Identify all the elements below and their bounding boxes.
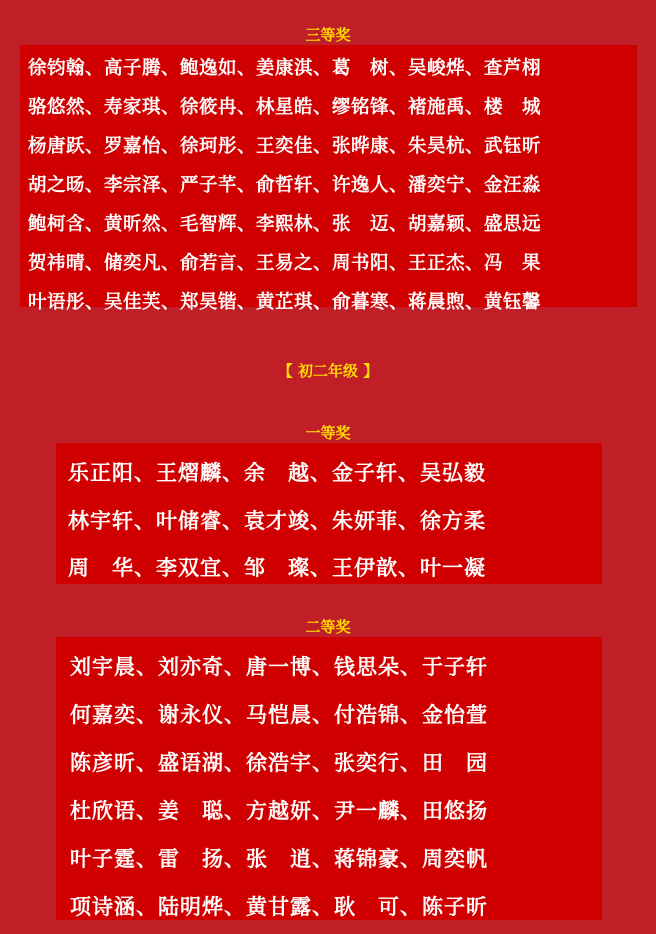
name-row: 陈彦昕、盛语湖、徐浩宇、张奕行、田 园	[70, 750, 488, 775]
name-row: 骆悠然、寿家琪、徐筱冉、林星皓、缪铭锋、褚施禹、楼 城	[28, 97, 542, 118]
second-prize-list	[56, 637, 602, 920]
name-row: 乐正阳、王熠麟、余 越、金子轩、吴弘毅	[68, 460, 486, 485]
name-row: 叶子霆、雷 扬、张 逍、蒋锦豪、周奕帆	[70, 846, 488, 871]
name-row: 刘宇晨、刘亦奇、唐一博、钱思朵、于子轩	[70, 654, 488, 679]
name-row: 鲍柯含、黄昕然、毛智辉、李熙林、张 迈、胡嘉颖、盛思远	[28, 214, 542, 235]
name-row: 杜欣语、姜 聪、方越妍、尹一麟、田悠扬	[70, 798, 488, 823]
grade-heading: 【 初二年级 】	[277, 362, 379, 380]
first-prize-heading: 一等奖	[305, 424, 351, 442]
name-row: 贺祎晴、储奕凡、俞若言、王易之、周书阳、王正杰、冯 果	[28, 253, 542, 274]
second-prize-heading: 二等奖	[305, 618, 351, 636]
name-row: 徐钧翰、高子腾、鲍逸如、姜康淇、葛 树、吴峻烨、查芦栩	[28, 58, 542, 79]
name-row: 林宇轩、叶储睿、袁才竣、朱妍菲、徐方柔	[68, 507, 486, 533]
name-row: 项诗涵、陆明烨、黄甘露、耿 可、陈子昕	[70, 894, 488, 919]
first-prize-list	[56, 443, 602, 584]
name-row: 周 华、李双宜、邹 璨、王伊歆、叶一凝	[68, 555, 486, 580]
third-prize-heading: 三等奖	[305, 26, 351, 44]
name-row: 何嘉奕、谢永仪、马恺晨、付浩锦、金怡萱	[70, 702, 488, 727]
name-row: 杨唐跃、罗嘉怡、徐珂彤、王奕佳、张晔康、朱昊杭、武钰昕	[28, 136, 542, 157]
name-row: 胡之旸、李宗泽、严子芊、俞哲轩、许逸人、潘奕宁、金汪淼	[28, 175, 542, 196]
name-row: 叶语彤、吴佳芙、郑昊锴、黄芷琪、俞暮寒、蒋晨煦、黄钰馨	[28, 292, 542, 313]
third-prize-list	[20, 45, 637, 313]
